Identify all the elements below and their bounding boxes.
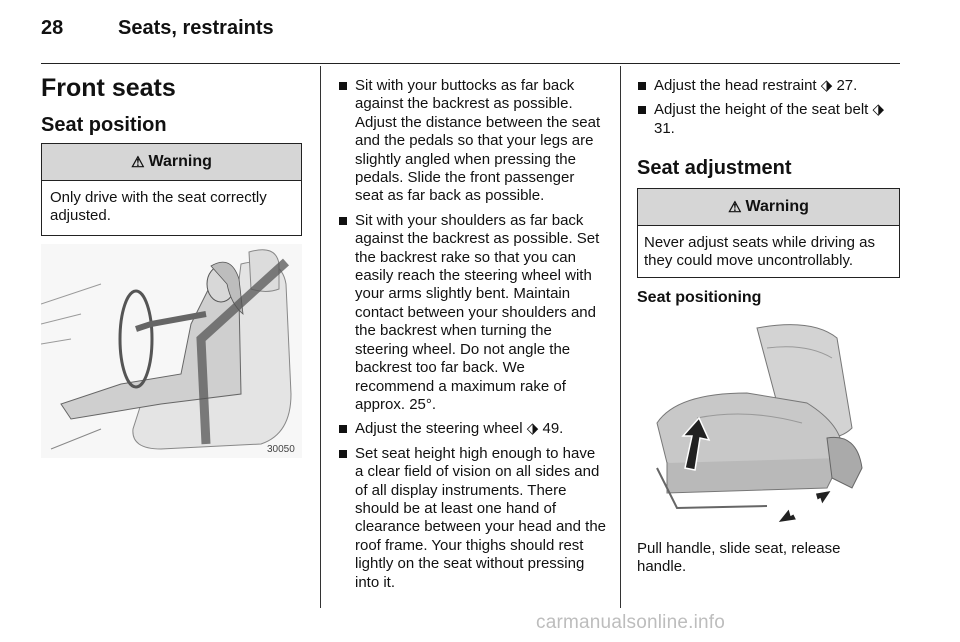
warning-box [41, 143, 302, 236]
list-item [338, 445, 606, 592]
list-item [338, 420, 606, 438]
warning-triangle-icon: ⚠ [131, 154, 145, 171]
list-item-text: Adjust the steering wheel ⬗ 49. [355, 420, 564, 438]
list-item [338, 212, 606, 414]
warning-header [638, 189, 899, 226]
list-item-text: Sit with your shoulders as far back against the backrest as possible. Set the backrest rake so that you can easily reach the steering wheel with your arms slightly bent. Maintain contact between your shoulders and the backrest when turning the steering wheel. Do not angle the backrest too far back. We recommend a maximum rake of approx. 25°. [355, 211, 600, 413]
warning-text: Never adjust seats while driving as they could move uncontrollably. [644, 234, 875, 269]
seat-position-illustration [41, 244, 302, 458]
page-heading: Front seats [41, 74, 176, 102]
warning-label: Warning [148, 153, 212, 170]
driver-seated-icon [41, 244, 302, 458]
list-item-text: Adjust the head restraint ⬗ 27. [654, 77, 858, 94]
list-item [637, 77, 899, 95]
list-item [637, 101, 899, 138]
list-item [338, 77, 606, 206]
column-divider-1 [320, 66, 321, 608]
page-number: 28 [41, 17, 64, 39]
seat-adjustment-heading: Seat adjustment [637, 157, 792, 179]
bullet-icon [339, 425, 347, 433]
section-title: Seats, restraints [118, 17, 274, 39]
figure-caption: Pull handle, slide seat, release handle. [637, 540, 841, 576]
bullet-icon [638, 106, 646, 114]
warning-triangle-icon: ⚠ [728, 199, 742, 216]
list-item-text: Sit with your buttocks as far back against the backrest as possible. Adjust the distance between the seat and the pedals so that your legs are slightly angled when pressing the pedals. Slide the front passenger seat as far back as possible. [355, 77, 601, 205]
bullet-icon [638, 82, 646, 90]
bullet-icon [339, 82, 347, 90]
column-divider-2 [620, 66, 621, 608]
seat-slide-icon [637, 318, 900, 528]
seat-positioning-heading: Seat positioning [637, 289, 762, 306]
watermark: carmanualsonline.info [536, 612, 726, 633]
bullet-icon [339, 217, 347, 225]
seat-position-list [338, 77, 606, 598]
warning-label: Warning [745, 198, 809, 215]
restraint-list [637, 77, 899, 144]
section-heading: Seat position [41, 114, 167, 136]
warning-box [637, 188, 900, 278]
list-item-text: Adjust the height of the seat belt ⬗ 31. [654, 101, 885, 137]
list-item-text: Set seat height high enough to have a clear field of vision on all sides and of all display instruments. There should be at least one hand of clearance between your head and the roof frame. Your thighs should rest lightly on the seat without pressing into it. [355, 444, 607, 591]
bullet-icon [339, 450, 347, 458]
warning-text: Only drive with the seat correctly adjusted. [50, 189, 267, 224]
header-divider [41, 63, 900, 64]
seat-adjust-illustration [637, 318, 900, 528]
warning-header [42, 144, 301, 181]
figure-number: 30050 [267, 444, 295, 455]
